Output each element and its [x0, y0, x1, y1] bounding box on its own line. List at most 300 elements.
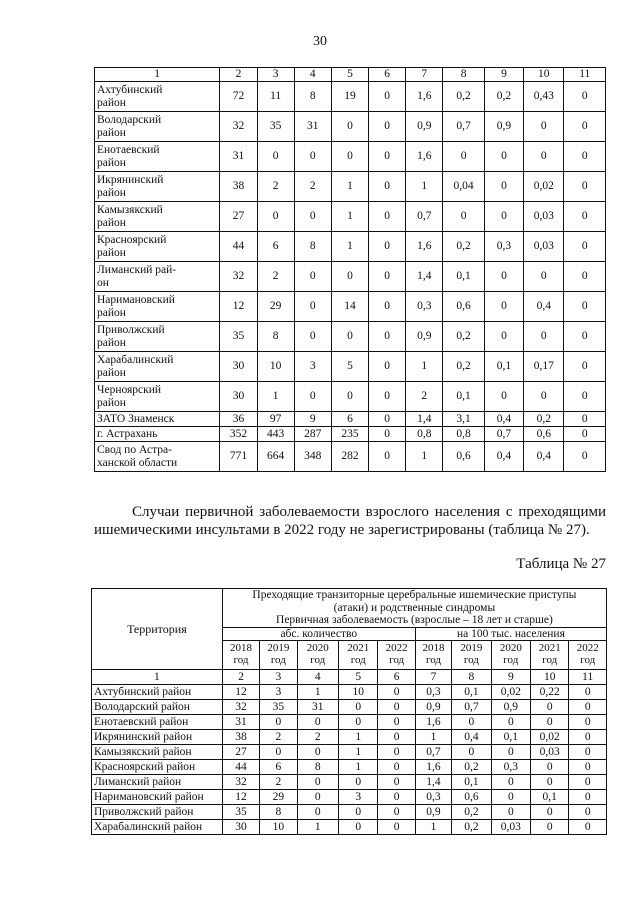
table-cell: 1	[406, 442, 443, 472]
table-cell: 0	[378, 744, 415, 759]
table-cell: 2	[260, 729, 297, 744]
table-cell: 0,03	[531, 744, 569, 759]
table-cell: 0	[484, 322, 523, 352]
table-row	[92, 804, 607, 819]
column-number-7: 7	[406, 68, 443, 82]
table-cell: 0	[569, 759, 607, 774]
table-cell: 0,1	[531, 789, 569, 804]
table-cell: 0	[491, 789, 530, 804]
row-name-line: ханской области	[97, 456, 178, 469]
table-cell: 0,8	[443, 427, 484, 442]
column-number: 7	[415, 669, 451, 684]
row-name	[95, 232, 220, 262]
table-cell: 0	[569, 789, 607, 804]
table-cell: 0	[369, 352, 406, 382]
table-cell: 0	[564, 292, 606, 322]
table-row	[92, 789, 607, 804]
table-cell: 0	[524, 322, 564, 352]
table-cell: 1,6	[406, 82, 443, 112]
table-cell: 0,4	[484, 412, 523, 427]
table-cell: 3	[294, 352, 331, 382]
table-cell: 0	[297, 774, 339, 789]
table-cell: 0	[524, 142, 564, 172]
table-cell: 0	[378, 804, 415, 819]
table-cell: 2	[257, 262, 294, 292]
table-cell: 35	[257, 112, 294, 142]
table-cell: 0	[524, 112, 564, 142]
row-name	[95, 82, 220, 112]
row-name	[95, 442, 220, 472]
row-name-line: Камызякский	[97, 204, 163, 217]
table-cell: 0,1	[484, 352, 523, 382]
table-row	[92, 819, 607, 834]
table-cell: 0	[378, 759, 415, 774]
row-name-line: он	[97, 276, 109, 289]
column-number-8: 8	[443, 68, 484, 82]
table-cell: 1	[406, 172, 443, 202]
table-cell: 0	[564, 82, 606, 112]
row-name: Лиманский район	[92, 774, 223, 789]
table-cell: 0	[484, 172, 523, 202]
page-number: 30	[313, 34, 327, 49]
table-cell: 0,7	[406, 202, 443, 232]
row-name	[95, 112, 220, 142]
table-cell: 0,2	[524, 412, 564, 427]
table-cell: 0,2	[443, 322, 484, 352]
table-cell: 0	[484, 142, 523, 172]
table-cell: 0	[491, 714, 530, 729]
table-cell: 0,4	[524, 442, 564, 472]
row-name-line: Наримановский	[97, 294, 175, 307]
table-cell: 0,8	[406, 427, 443, 442]
table-cell: 0	[369, 322, 406, 352]
table-cell: 0	[339, 774, 378, 789]
row-name: Володарский район	[92, 699, 223, 714]
table-cell: 38	[220, 172, 257, 202]
table-cell: 29	[260, 789, 297, 804]
table-cell: 36	[220, 412, 257, 427]
table-cell: 30	[222, 819, 259, 834]
table-27	[91, 588, 607, 835]
table-cell: 0	[378, 684, 415, 699]
table-cell: 0	[331, 142, 368, 172]
table-cell: 0	[378, 789, 415, 804]
table-cell: 0	[294, 322, 331, 352]
row-name-line: район	[97, 366, 126, 379]
table-row	[92, 714, 607, 729]
table-cell: 0	[443, 202, 484, 232]
table-cell: 31	[222, 714, 259, 729]
table-cell: 0,2	[443, 232, 484, 262]
table-cell: 0,2	[484, 82, 523, 112]
table-cell: 0	[564, 172, 606, 202]
paragraph-line-2: ишемическими инсультами в 2022 году не зарегистрированы (таблица № 27).	[94, 522, 590, 538]
table-cell: 0	[564, 322, 606, 352]
table-cell: 35	[260, 699, 297, 714]
column-number-4: 4	[294, 68, 331, 82]
table-cell: 1,4	[406, 412, 443, 427]
table-cell: 0	[491, 804, 530, 819]
column-number: 3	[260, 669, 297, 684]
table-cell: 30	[220, 382, 257, 412]
row-name-line: район	[97, 306, 126, 319]
table-cell: 0	[294, 382, 331, 412]
table-row	[95, 442, 606, 472]
table-cell: 0,4	[484, 442, 523, 472]
table-cell: 8	[297, 759, 339, 774]
table-cell: 0	[484, 262, 523, 292]
year-header: 2022 год	[569, 640, 607, 669]
table-cell: 348	[294, 442, 331, 472]
column-number: 9	[491, 669, 530, 684]
column-number: 2	[222, 669, 259, 684]
table-cell: 3,1	[443, 412, 484, 427]
table-cell: 0,1	[443, 262, 484, 292]
table-cell: 0,03	[524, 202, 564, 232]
row-name-line: район	[97, 216, 126, 229]
table-cell: 0	[378, 714, 415, 729]
table-cell: 0	[564, 112, 606, 142]
table-cell: 0,2	[443, 82, 484, 112]
row-name-line: Икрянинский	[97, 174, 164, 187]
table-cell: 0	[294, 202, 331, 232]
table-27-title-line-2: (атаки) и родственные синдромы	[333, 601, 496, 614]
table-cell: 0	[378, 729, 415, 744]
table-cell: 2	[257, 172, 294, 202]
group-header-absolute: абс. количество	[222, 627, 415, 640]
table-cell: 0	[331, 262, 368, 292]
table-cell: 0,6	[443, 292, 484, 322]
table-cell: 0,9	[491, 699, 530, 714]
table-row	[95, 427, 606, 442]
table-cell: 1	[257, 382, 294, 412]
table-cell: 0	[564, 262, 606, 292]
table-cell: 0,02	[491, 684, 530, 699]
table-cell: 0	[569, 729, 607, 744]
table-cell: 0,6	[443, 442, 484, 472]
table-cell: 2	[297, 729, 339, 744]
table-cell: 2	[260, 774, 297, 789]
table-cell: 9	[294, 412, 331, 427]
table-cell: 5	[331, 352, 368, 382]
table-cell: 1	[415, 819, 451, 834]
table-cell: 0	[564, 427, 606, 442]
row-name-line: Володарский	[97, 114, 162, 127]
table-cell: 0	[564, 202, 606, 232]
table-row	[92, 744, 607, 759]
table-row	[92, 774, 607, 789]
year-header: 2022 год	[378, 640, 415, 669]
table-cell: 0,03	[491, 819, 530, 834]
table-cell: 0	[569, 774, 607, 789]
table-cell: 6	[331, 412, 368, 427]
table-cell: 1,6	[406, 142, 443, 172]
row-name: Икрянинский район	[92, 729, 223, 744]
table-cell: 3	[260, 684, 297, 699]
table-cell: 31	[297, 699, 339, 714]
row-name-line: Енотаевский	[97, 144, 160, 157]
row-name	[95, 427, 220, 442]
year-header: 2018 год	[415, 640, 451, 669]
table-cell: 0	[297, 804, 339, 819]
row-name-line: Харабалинский	[97, 354, 174, 367]
table-cell: 1,6	[406, 232, 443, 262]
table-cell: 0	[369, 442, 406, 472]
table-row	[95, 382, 606, 412]
row-name	[95, 172, 220, 202]
column-number-2: 2	[220, 68, 257, 82]
row-name-line: Черноярский	[97, 384, 162, 397]
column-number-5: 5	[331, 68, 368, 82]
year-header: 2019 год	[260, 640, 297, 669]
table-cell: 0	[564, 382, 606, 412]
territory-header: Территория	[92, 589, 223, 670]
table-cell: 0	[369, 112, 406, 142]
column-number-1: 1	[95, 68, 220, 82]
row-name: Наримановский район	[92, 789, 223, 804]
table-cell: 1	[297, 819, 339, 834]
table-cell: 10	[257, 352, 294, 382]
table-cell: 0,6	[524, 427, 564, 442]
table-cell: 0,2	[452, 819, 491, 834]
table-cell: 0	[524, 382, 564, 412]
table-cell: 0	[531, 699, 569, 714]
table-cell: 10	[339, 684, 378, 699]
table-cell: 1	[331, 172, 368, 202]
table-row	[95, 112, 606, 142]
table-cell: 44	[220, 232, 257, 262]
row-name	[95, 322, 220, 352]
table-cell: 1	[339, 744, 378, 759]
table-cell: 1,6	[415, 714, 451, 729]
table-cell: 72	[220, 82, 257, 112]
table-cell: 0	[369, 382, 406, 412]
table-cell: 38	[222, 729, 259, 744]
table-cell: 0	[369, 262, 406, 292]
row-name: Ахтубинский район	[92, 684, 223, 699]
table-cell: 1	[415, 729, 451, 744]
table-cell: 0	[569, 744, 607, 759]
table-cell: 0	[531, 714, 569, 729]
table-cell: 664	[257, 442, 294, 472]
table-cell: 0,3	[406, 292, 443, 322]
column-number-row	[92, 669, 607, 684]
table-cell: 0,17	[524, 352, 564, 382]
row-name	[95, 352, 220, 382]
table-cell: 0	[452, 714, 491, 729]
table-cell: 0	[294, 292, 331, 322]
year-header: 2021 год	[339, 640, 378, 669]
table-cell: 19	[331, 82, 368, 112]
table-cell: 1	[331, 232, 368, 262]
table-cell: 0	[484, 202, 523, 232]
table-cell: 2	[406, 382, 443, 412]
column-number: 10	[531, 669, 569, 684]
column-number-9: 9	[484, 68, 523, 82]
table-cell: 0,9	[415, 804, 451, 819]
table-cell: 8	[257, 322, 294, 352]
table-row	[92, 684, 607, 699]
table-cell: 0,3	[415, 684, 451, 699]
column-number: 1	[92, 669, 223, 684]
table-row	[95, 142, 606, 172]
table-cell: 0	[260, 744, 297, 759]
row-name-line: район	[97, 396, 126, 409]
year-header: 2021 год	[531, 640, 569, 669]
group-header-per-100k: на 100 тыс. населения	[415, 627, 606, 640]
row-name-line: район	[97, 186, 126, 199]
table-cell: 0	[339, 804, 378, 819]
row-name-line: район	[97, 336, 126, 349]
row-name-line: Ахтубинский	[97, 84, 163, 97]
table-cell: 0,7	[484, 427, 523, 442]
column-number-6: 6	[369, 68, 406, 82]
table-cell: 0	[531, 804, 569, 819]
table-cell: 0,9	[406, 322, 443, 352]
table-cell: 0	[260, 714, 297, 729]
column-number-11: 11	[564, 68, 606, 82]
table-cell: 6	[257, 232, 294, 262]
table-cell: 0	[257, 202, 294, 232]
year-header: 2020 год	[491, 640, 530, 669]
table-row	[92, 699, 607, 714]
table-cell: 0,7	[452, 699, 491, 714]
table-cell: 0	[564, 412, 606, 427]
table-cell: 0,2	[443, 352, 484, 382]
column-number: 8	[452, 669, 491, 684]
table-cell: 0	[297, 714, 339, 729]
table-cell: 0	[378, 699, 415, 714]
table-cell: 8	[294, 82, 331, 112]
table-cell: 27	[220, 202, 257, 232]
table-cell: 11	[257, 82, 294, 112]
row-name	[95, 292, 220, 322]
table-cell: 771	[220, 442, 257, 472]
table-cell: 0	[331, 382, 368, 412]
table-row	[95, 82, 606, 112]
table-row	[95, 352, 606, 382]
table-cell: 0,9	[406, 112, 443, 142]
table-cell: 0,9	[415, 699, 451, 714]
table-row	[92, 729, 607, 744]
table-cell: 0	[339, 714, 378, 729]
table-cell: 0	[564, 442, 606, 472]
table-cell: 0,02	[524, 172, 564, 202]
table-cell: 32	[220, 112, 257, 142]
table-cell: 0	[369, 142, 406, 172]
table-cell: 32	[222, 774, 259, 789]
table-cell: 10	[260, 819, 297, 834]
table-cell: 0	[531, 759, 569, 774]
table-cell: 0	[369, 292, 406, 322]
table-cell: 235	[331, 427, 368, 442]
row-name	[95, 142, 220, 172]
district-stats-table	[94, 67, 606, 472]
table-cell: 0,7	[415, 744, 451, 759]
table-cell: 35	[220, 322, 257, 352]
table-cell: 0	[569, 684, 607, 699]
row-name: Красноярский район	[92, 759, 223, 774]
table-cell: 0	[564, 232, 606, 262]
table-cell: 2	[294, 172, 331, 202]
table-cell: 0,03	[524, 232, 564, 262]
table-cell: 0	[484, 382, 523, 412]
body-paragraph	[94, 503, 606, 539]
table-cell: 8	[294, 232, 331, 262]
table-cell: 0	[369, 412, 406, 427]
table-cell: 1	[331, 202, 368, 232]
table-cell: 0	[491, 744, 530, 759]
row-name-line: г. Астрахань	[97, 427, 158, 440]
table-cell: 0	[369, 202, 406, 232]
table-row	[95, 292, 606, 322]
column-number-10: 10	[524, 68, 564, 82]
table-cell: 0,1	[443, 382, 484, 412]
table-cell: 32	[220, 262, 257, 292]
row-name: Камызякский район	[92, 744, 223, 759]
table-cell: 0,43	[524, 82, 564, 112]
table-27-title-line-1: Преходящие транзиторные церебральные ишемические приступы	[252, 589, 577, 601]
table-row	[95, 172, 606, 202]
table-cell: 0	[369, 427, 406, 442]
table-cell: 0,3	[484, 232, 523, 262]
table-cell: 12	[222, 789, 259, 804]
table-cell: 0	[369, 232, 406, 262]
column-number: 11	[569, 669, 607, 684]
column-number: 6	[378, 669, 415, 684]
table-cell: 0,2	[452, 759, 491, 774]
row-name-line: Лиманский рай-	[97, 264, 177, 277]
table-cell: 30	[220, 352, 257, 382]
table-cell: 0	[378, 819, 415, 834]
table-cell: 6	[260, 759, 297, 774]
table-cell: 0	[297, 744, 339, 759]
table-cell: 0	[569, 804, 607, 819]
table-cell: 0,04	[443, 172, 484, 202]
row-name	[95, 412, 220, 427]
paragraph-line-1: Случаи первичной заболеваемости взрослого населения с преходящими	[132, 504, 606, 520]
table-cell: 14	[331, 292, 368, 322]
table-cell: 287	[294, 427, 331, 442]
table-cell: 0,3	[491, 759, 530, 774]
table-cell: 3	[339, 789, 378, 804]
column-number-3: 3	[257, 68, 294, 82]
table-cell: 0	[569, 714, 607, 729]
table-cell: 0,3	[415, 789, 451, 804]
year-header: 2018 год	[222, 640, 259, 669]
table-cell: 31	[294, 112, 331, 142]
year-header: 2019 год	[452, 640, 491, 669]
table-header-row	[95, 68, 606, 82]
table-cell: 97	[257, 412, 294, 427]
table-row	[95, 322, 606, 352]
table-cell: 1,6	[415, 759, 451, 774]
table-27-label: Таблица № 27	[516, 556, 606, 572]
row-name: Енотаевский район	[92, 714, 223, 729]
table-cell: 1	[339, 729, 378, 744]
column-number: 4	[297, 669, 339, 684]
table-cell: 1	[339, 759, 378, 774]
row-name-line: Красноярский	[97, 234, 167, 247]
table-cell: 0	[524, 262, 564, 292]
table-cell: 0	[569, 819, 607, 834]
table-row	[95, 262, 606, 292]
table-cell: 0,1	[491, 729, 530, 744]
table-cell: 0	[369, 172, 406, 202]
table-cell: 31	[220, 142, 257, 172]
table-cell: 1,4	[406, 262, 443, 292]
row-name-line: район	[97, 156, 126, 169]
